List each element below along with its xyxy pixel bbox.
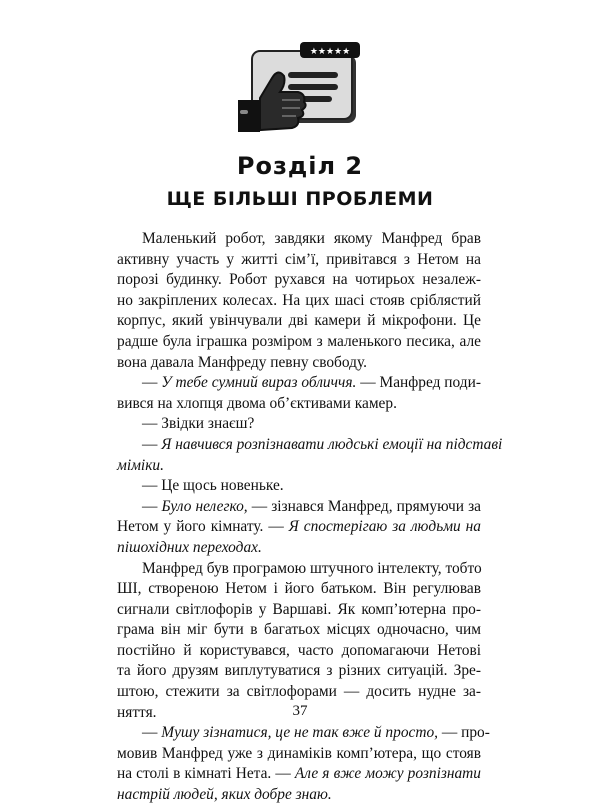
- text-line: [117, 764, 481, 785]
- text-segment: —: [142, 724, 162, 742]
- text-line: штою, стежити за світлофорами — досить нудне за-: [117, 683, 481, 701]
- text-line: — Звідки знаєш?: [142, 415, 255, 433]
- text-line: [117, 435, 503, 456]
- text-line: [117, 723, 490, 744]
- text-line: ШІ, створеною Нетом і його батьком. Він регулював: [117, 580, 481, 598]
- text-line: [117, 497, 481, 518]
- thumbs-up-icon: [238, 100, 260, 132]
- text-line: [117, 456, 481, 477]
- page-number: 37: [292, 703, 308, 719]
- italic-dialogue: Але я вже можу розпізнати: [294, 765, 481, 783]
- text-line: [117, 373, 481, 394]
- text-line: вона давала Манфреду певну свободу.: [117, 353, 367, 371]
- text-line: [117, 538, 481, 559]
- text-line: грама він міг бути в багатьох місцях одночасно, чим: [117, 621, 481, 639]
- italic-dialogue: настрій людей, яких добре знаю.: [117, 786, 332, 804]
- text-line: — Це щось новеньке.: [142, 477, 284, 495]
- italic-dialogue: Було нелегко,: [161, 497, 248, 515]
- italic-dialogue: пішохідних переходах.: [117, 538, 262, 556]
- italic-dialogue: міміки.: [117, 456, 164, 474]
- chapter-number: Розділ 2: [236, 152, 364, 180]
- text-line: корпус, який увінчували дві камери й мікрофони. Це: [117, 312, 481, 330]
- text-line: активну участь у житті сім’ї, привітався з Нетом на: [117, 250, 481, 268]
- text-segment: —: [142, 374, 162, 392]
- text-segment: на столі в кімнаті Нета. —: [117, 765, 295, 783]
- italic-dialogue: Я спостерігаю за людьми на: [288, 518, 481, 536]
- text-line: радше була іграшка розміром з маленького песика, але: [117, 332, 481, 350]
- chapter-title: ЩЕ БІЛЬШІ ПРОБЛЕМИ: [166, 188, 434, 210]
- rating-stars-icon: ★★★★★: [309, 47, 351, 57]
- text-line: та його друзям виплутуватися з різних ситуацій. Зре-: [117, 662, 481, 680]
- italic-dialogue: Я навчився розпізнавати людські емоції на підставі: [161, 435, 503, 453]
- italic-dialogue: Мушу зізнатися, це не так вже й просто,: [161, 724, 439, 742]
- text-line: Маленький робот, завдяки якому Манфред брав: [142, 230, 481, 247]
- text-line: порозі будинку. Робот рухався на чотирьох незалеж-: [117, 271, 481, 289]
- text-line: постійно й користувався, часто допомагаючи Нетові: [117, 641, 481, 659]
- text-line: вився на хлопця двома об’єктивами камер.: [117, 394, 397, 412]
- text-line: Манфред був програмою штучного інтелекту, тобто: [142, 559, 482, 577]
- text-segment: — Манфред поди-: [356, 374, 481, 392]
- text-line: сигнали світлофорів у Варшаві. Як комп’ютерна про-: [117, 600, 481, 618]
- text-segment: Нетом у його кімнату. —: [117, 518, 289, 536]
- text-line: няття.: [117, 703, 157, 721]
- italic-dialogue: У тебе сумний вираз обличчя.: [161, 374, 357, 392]
- text-segment: — про-: [438, 724, 490, 742]
- text-segment: —: [142, 497, 162, 515]
- text-line: [117, 785, 481, 806]
- text-line: [117, 517, 481, 538]
- text-line: мовив Манфред уже з динаміків комп’ютера, що стояв: [117, 744, 481, 762]
- thumbs-up-review-illustration: [230, 40, 370, 135]
- text-segment: — зізнався Манфред, прямуючи за: [247, 497, 481, 515]
- text-line: но закріплених колесах. На цих шасі стояв сріблястий: [117, 291, 481, 309]
- text-segment: —: [142, 435, 162, 453]
